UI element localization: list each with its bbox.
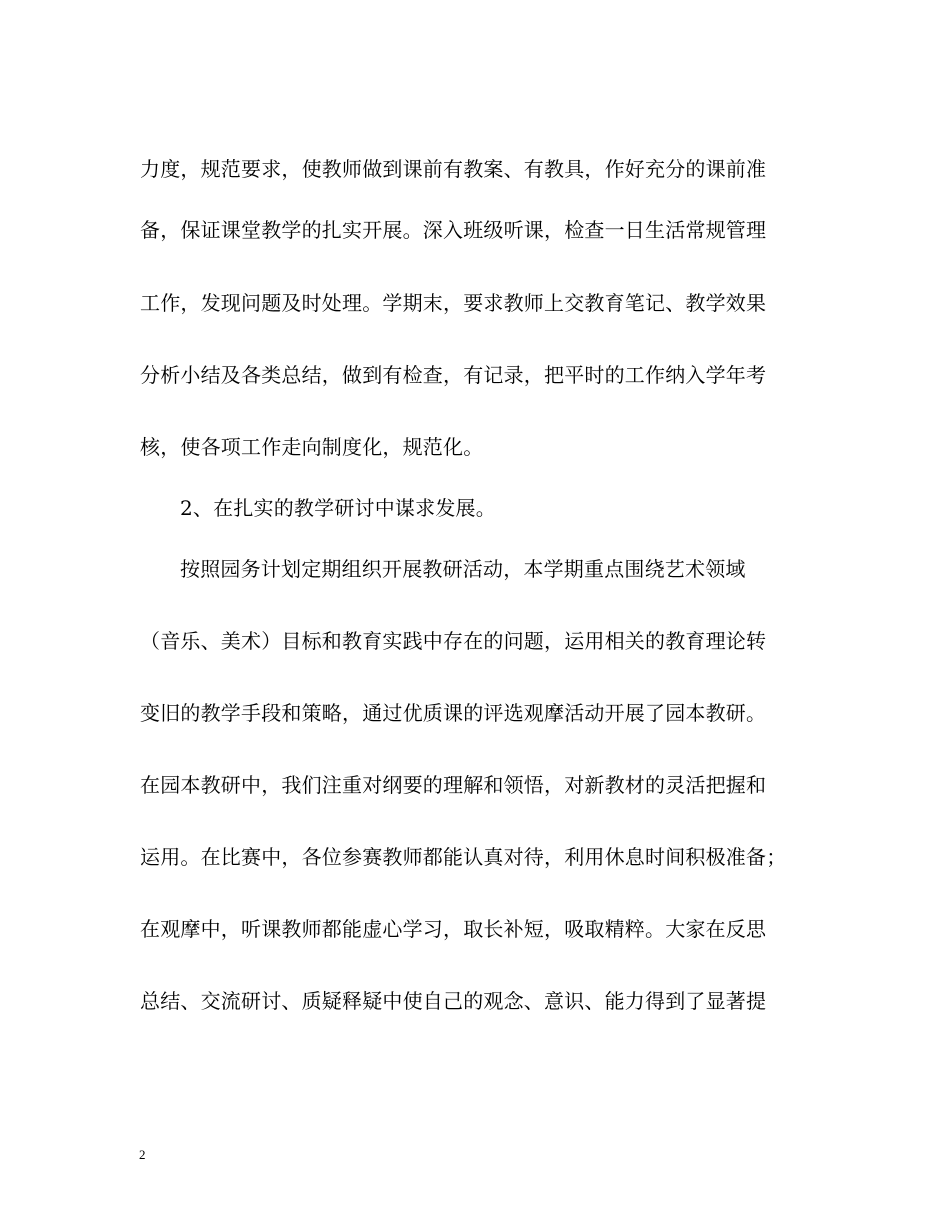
text-line: 核，使各项工作走向制度化，规范化。 (140, 435, 484, 459)
page-number: 2 (139, 1147, 146, 1162)
text-line: 在园本教研中，我们注重对纲要的理解和领悟，对新教材的灵活把握和 (140, 773, 767, 797)
text-line: 备，保证课堂教学的扎实开展。深入班级听课，检查一日生活常规管理 (140, 218, 767, 242)
text-line: 力度，规范要求，使教师做到课前有教案、有教具，作好充分的课前准 (140, 157, 767, 181)
text-line: 分析小结及各类总结，做到有检查，有记录，把平时的工作纳入学年考 (140, 363, 767, 387)
text-line: 变旧的教学手段和策略，通过优质课的评选观摩活动开展了园本教研。 (140, 701, 767, 725)
text-line: 总结、交流研讨、质疑释疑中使自己的观念、意识、能力得到了显著提 (140, 989, 767, 1013)
text-line: （音乐、美术）目标和教育实践中存在的问题，运用相关的教育理论转 (140, 629, 767, 653)
text-line: 工作，发现问题及时处理。学期末，要求教师上交教育笔记、教学效果 (140, 291, 767, 315)
paragraph-first-line: 按照园务计划定期组织开展教研活动，本学期重点围绕艺术领域 (180, 557, 746, 581)
text-line: 运用。在比赛中，各位参赛教师都能认真对待，利用休息时间积极准备； (140, 845, 787, 869)
section-heading: 2、在扎实的教学研讨中谋求发展。 (180, 496, 496, 520)
text-line: 在观摩中，听课教师都能虚心学习，取长补短，吸取精粹。大家在反思 (140, 917, 767, 941)
